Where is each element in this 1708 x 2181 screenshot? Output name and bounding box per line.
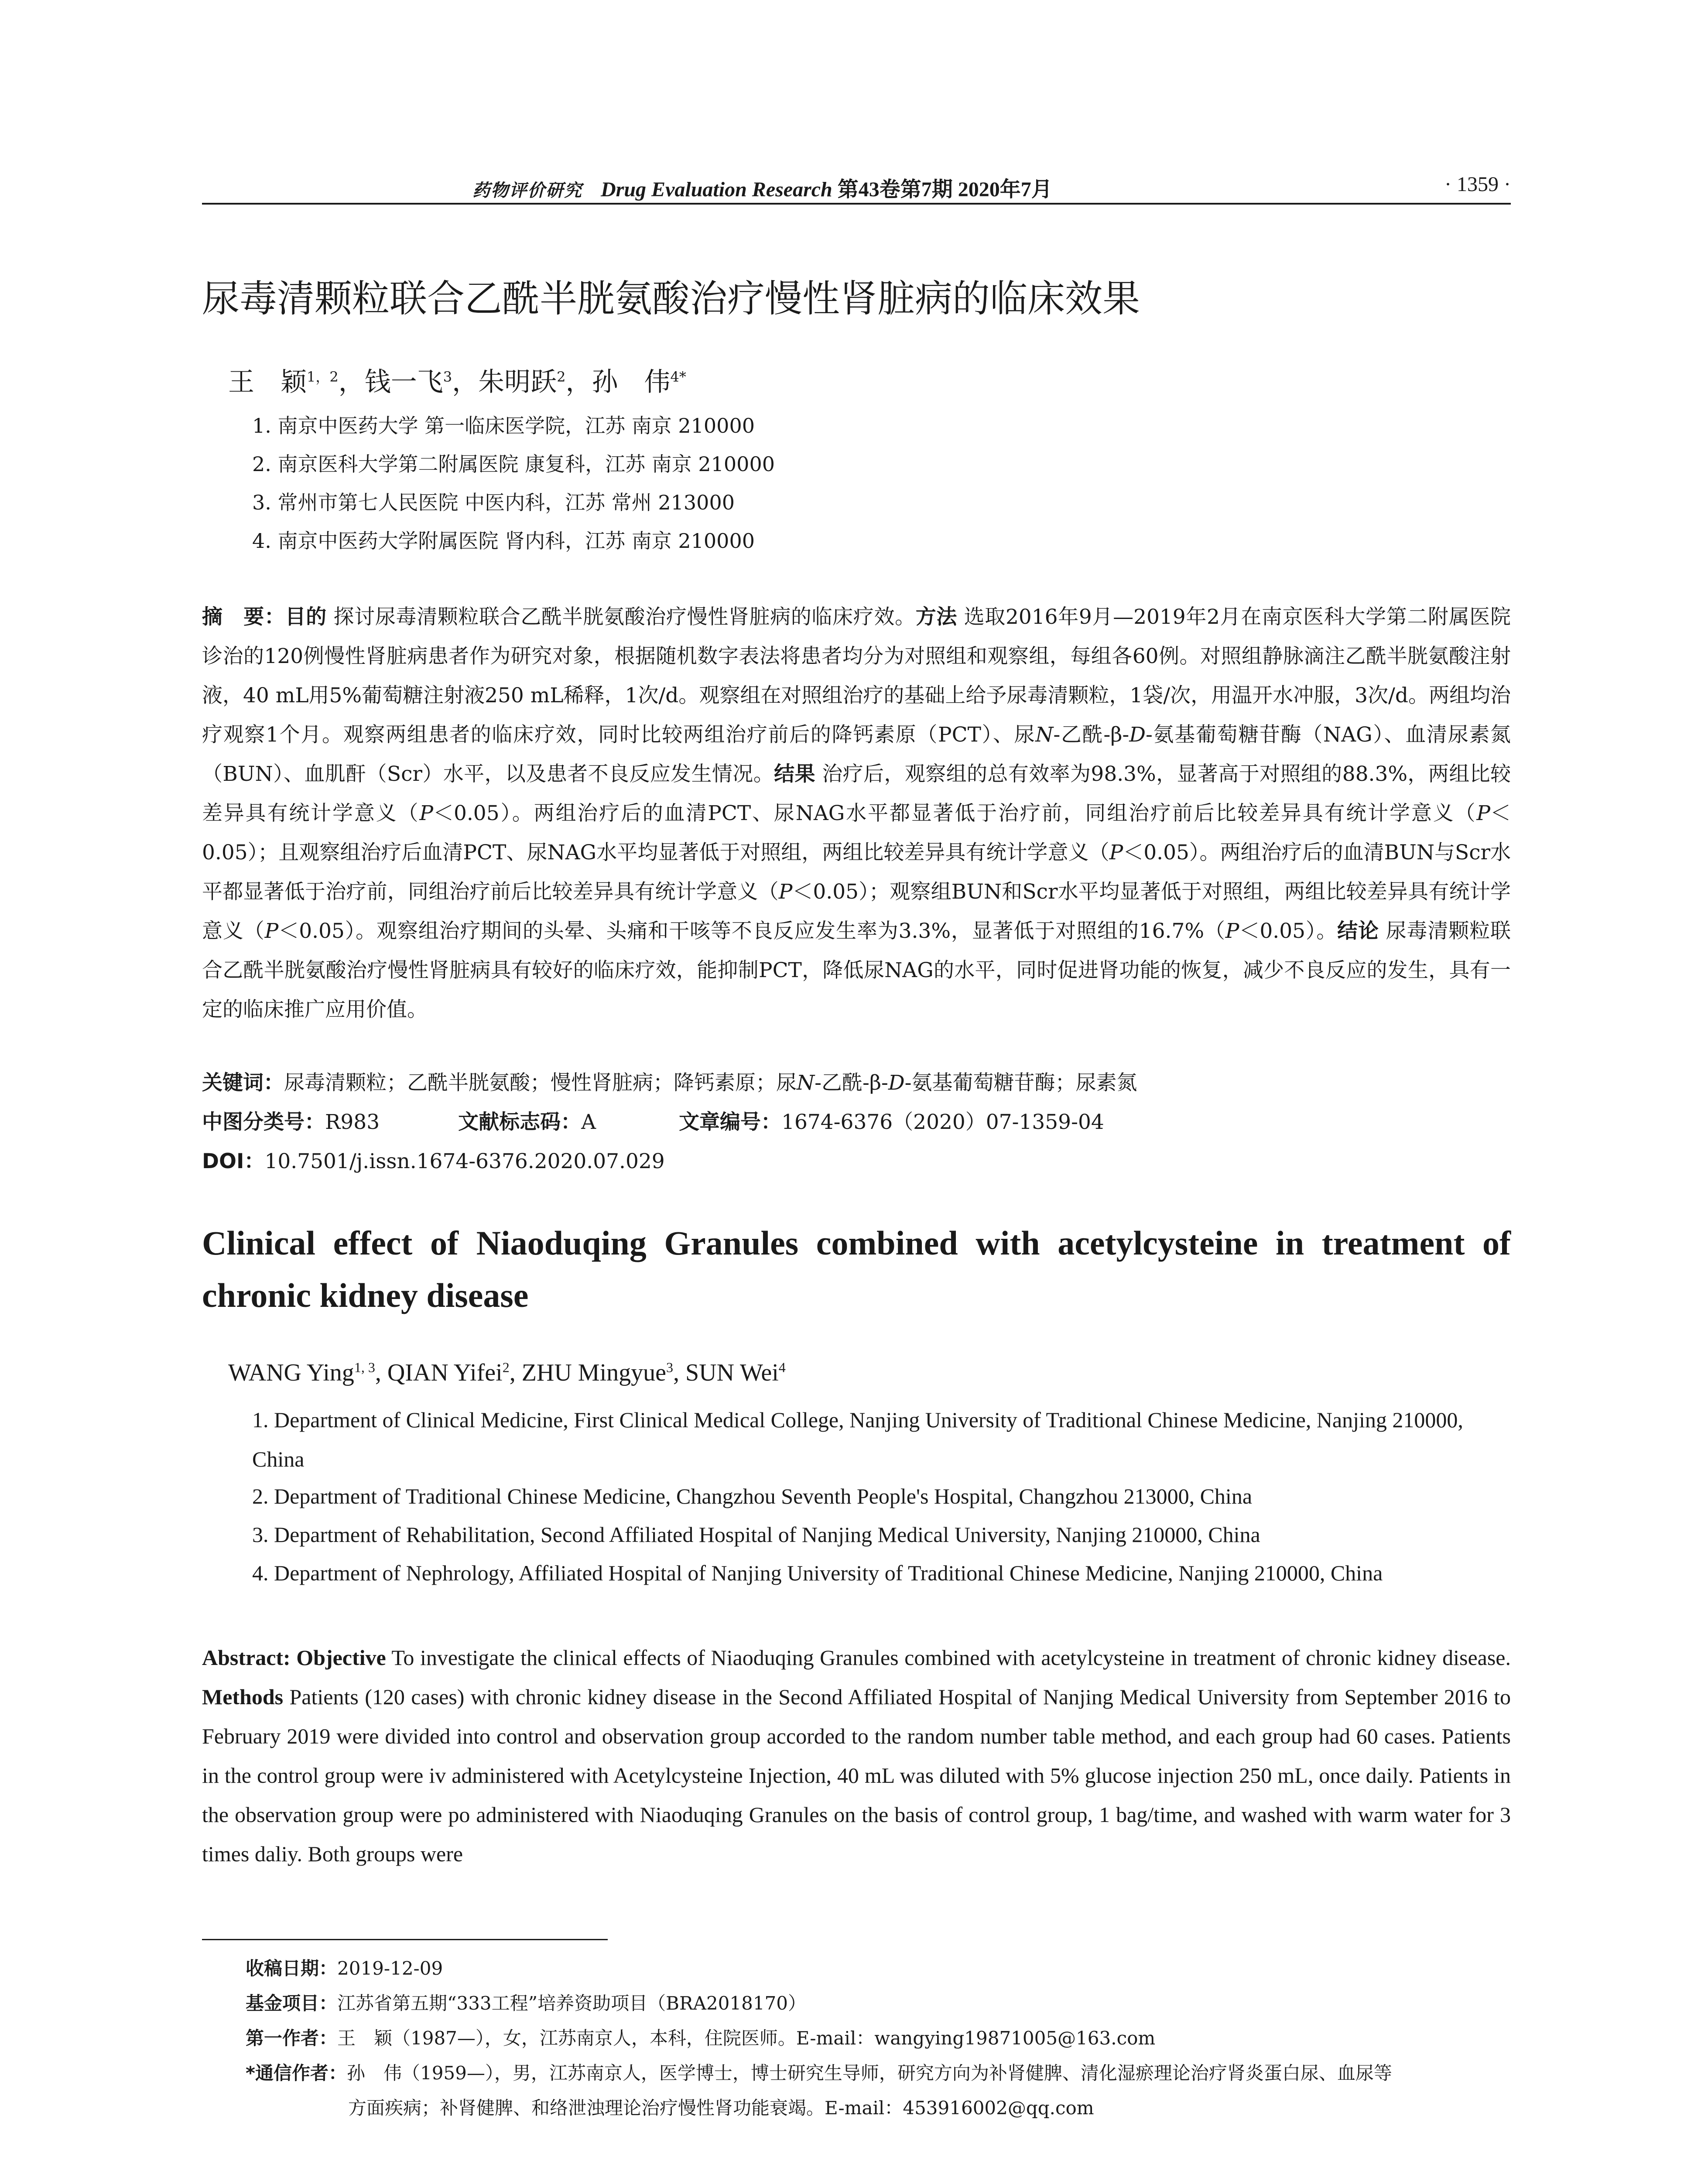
cn-author-sup: 1，2 — [307, 369, 339, 385]
doi-label: DOI： — [202, 1149, 265, 1173]
en-affiliation: 3. Department of Rehabilitation, Second Affiliated Hospital of Nanjing Medical University, Nanjing 210000, China — [252, 1522, 1260, 1547]
header-rule — [202, 203, 1511, 205]
journal-issue: 第43卷第7期 2020年7月 — [837, 178, 1052, 201]
cn-affiliation: 1. 南京中医药大学 第一临床医学院，江苏 南京 210000 — [252, 414, 755, 438]
keywords-label: 关键词： — [202, 1071, 284, 1095]
en-author-sup: 1, 3 — [354, 1359, 375, 1375]
en-author-sup: 2 — [502, 1359, 510, 1375]
en-author-name: WANG Ying — [228, 1359, 354, 1386]
first-author-label: 第一作者： — [246, 2027, 338, 2049]
running-header-center — [472, 172, 1052, 202]
en-abstract — [202, 1638, 1511, 1873]
cn-methods-label: 方法 — [915, 605, 958, 629]
en-affiliation: 2. Department of Traditional Chinese Medicine, Changzhou Seventh People's Hospital, Changzhou 213000, China — [252, 1484, 1253, 1508]
en-affiliation: 4. Department of Nephrology, Affiliated Hospital of Nanjing University of Traditional Chinese Medicine, Nanjing 210000, China — [252, 1561, 1383, 1585]
corresponding-label: *通信作者： — [246, 2062, 347, 2084]
cn-pvalue: ＜0.05） — [433, 801, 512, 825]
cn-results-text: ；观察组BUN和Scr水平均显著低于对照组，两组比较差异具有统计学意义（ — [202, 880, 1511, 943]
cn-classification-line — [202, 1106, 1104, 1135]
cn-conclusion-text: 尿毒清颗粒联合乙酰半胱氨酸治疗慢性肾脏病具有较好的临床疗效，能抑制PCT，降低尿NAG的水平，同时促进肾功能的恢复，减少不良反应的发生，具有一定的临床推广应用价值。 — [202, 919, 1511, 1022]
en-author-sup: 4 — [778, 1359, 786, 1375]
cn-author-name: 王 颖 — [228, 367, 307, 397]
en-title: Clinical effect of Niaoduqing Granules combined with acetylcysteine in treatment of chronic kidney disease — [202, 1224, 1511, 1314]
cn-abstract-label: 摘 要： — [202, 605, 285, 629]
en-author-sep: , — [375, 1359, 387, 1386]
clc-value: R983 — [325, 1110, 380, 1134]
footnote-fund — [246, 1989, 806, 2015]
cn-author-sep: ， — [565, 367, 592, 397]
cn-title: 尿毒清颗粒联合乙酰半胱氨酸治疗慢性肾脏病的临床效果 — [202, 277, 1140, 321]
cn-pvalue: ＜0.05） — [1123, 841, 1200, 865]
cn-author-name: 钱一飞 — [364, 367, 443, 397]
italic-p: P — [778, 880, 793, 904]
en-methods-label: Methods — [202, 1685, 284, 1709]
journal-name: Drug Evaluation Research — [601, 178, 832, 201]
footnote-corresponding — [246, 2059, 1392, 2085]
cn-author-sup: 2 — [557, 369, 566, 385]
cn-authors — [228, 361, 686, 399]
cn-author-name: 朱明跃 — [478, 367, 557, 397]
cn-results-text: 。观察组治疗期间的头晕、头痛和干咳等不良反应发生率为3.3%，显著低于对照组的16.7%（ — [356, 919, 1225, 943]
en-author-name: SUN Wei — [685, 1359, 779, 1386]
en-objective-label: Objective — [296, 1645, 386, 1670]
en-author-name: ZHU Mingyue — [521, 1359, 666, 1386]
cn-affiliation: 3. 常州市第七人民医院 中医内科，江苏 常州 213000 — [252, 491, 735, 514]
en-methods-text: Patients (120 cases) with chronic kidney disease in the Second Affiliated Hospital of Nanjing Medical University from September 2016 to February 2019 were divided into control and observation group accorded to the random number table method, and each group had 60 cases. Patients in the control group were iv administered with Acetylcysteine Injection, 40 mL was diluted with 5% glucose injection 250 mL, once daily. Patients in the observation group were po administered with Niaoduqing Granules on the basis of control group, 1 bag/time, and washed with warm water for 3 times daliy. Both groups were — [202, 1685, 1511, 1866]
italic-p: P — [1225, 919, 1239, 943]
italic-d: D — [888, 1071, 905, 1095]
cn-affiliation: 4. 南京中医药大学附属医院 肾内科，江苏 南京 210000 — [252, 529, 755, 553]
en-author-sup: 3 — [666, 1359, 673, 1375]
received-label: 收稿日期： — [246, 1958, 338, 1979]
cn-doi-line — [202, 1145, 665, 1174]
italic-p: P — [1109, 841, 1123, 865]
cn-results-text: 。两组治疗后的血清BUN与Scr水平都显著低于治疗前，同组治疗前后比较差异具有统计学意义（ — [202, 841, 1511, 904]
article-number-value: 1674-6376（2020）07-1359-04 — [781, 1110, 1104, 1134]
footnote-received — [246, 1954, 443, 1980]
cn-author-sup: 3 — [443, 369, 452, 385]
keywords-text: -乙酰-β- — [815, 1071, 888, 1095]
cn-pvalue: ＜0.05） — [792, 880, 869, 904]
corresponding-value: 孙 伟（1959—），男，江苏南京人，医学博士，博士研究生导师，研究方向为补肾健脾、清化湿瘀理论治疗肾炎蛋白尿、血尿等 — [346, 2062, 1392, 2084]
en-author-name: QIAN Yifei — [387, 1359, 503, 1386]
en-abstract-label: Abstract: — [202, 1645, 297, 1670]
italic-p: P — [264, 919, 279, 943]
footnote-corresponding-cont: 方面疾病；补肾健脾、和络泄浊理论治疗慢性肾功能衰竭。E-mail：453916002@qq.com — [348, 2097, 1094, 2119]
cn-abstract: 摘 要：目的 探讨尿毒清颗粒联合乙酰半胱氨酸治疗慢性肾脏病的临床疗效。方法 选取2016年9月—2019年2月在南京医科大学第二附属医院诊治的120例慢性肾脏病患者作为研究对象，根据随机数字表法将患者均分为对照组和观察组，每组各60例。对照组静脉滴注乙酰半胱氨酸注射液，40 mL用5%葡萄糖注射液250 mL稀释，1次/d。观察组在对照组治疗的基础上给予尿毒清颗粒，1袋/次，用温开水冲服，3次/d。两组均治疗观察1个月。观察两组患者的临床疗效，同时比较两组治疗前后的降钙素原（PCT）、尿N-乙酰-β-D-氨基葡萄糖苷酶（NAG）、血清尿素氮（BUN）、血肌酐（Scr）水平，以及患者不良反应发生情况。结果 治疗后，观察组的总有效率为98.3%，显著高于对照组的88.3%，两组比较差异具有统计学意义（P＜0.05）。两组治疗后的血清PCT、尿NAG水平都显著低于治疗前，同组治疗前后比较差异具有统计学意义（P＜0.05）；且观察组治疗后血清PCT、尿NAG水平均显著低于对照组，两组比较差异具有统计学意义（P＜0.05）。两组治疗后的血清BUN与Scr水平都显著低于治疗前，同组治疗前后比较差异具有统计学意义（P＜0.05）；观察组BUN和Scr水平均显著低于对照组，两组比较差异具有统计学意义（P＜0.05）。观察组治疗期间的头晕、头痛和干咳等不良反应发生率为3.3%，显著低于对照组的16.7%（P＜0.05）。结论 尿毒清颗粒联合乙酰半胱氨酸治疗慢性肾脏病具有较好的临床疗效，能抑制PCT，降低尿NAG的水平，同时促进肾功能的恢复，减少不良反应的发生，具有一定的临床推广应用价值。 — [202, 605, 1511, 1022]
cn-pvalue: ＜0.05） — [1239, 919, 1317, 943]
running-header — [202, 172, 1511, 203]
fund-label: 基金项目： — [246, 1993, 338, 2014]
keywords-text: 尿毒清颗粒；乙酰半胱氨酸；慢性肾脏病；降钙素原；尿 — [284, 1071, 797, 1095]
cn-pvalue: ＜0.05） — [278, 919, 356, 943]
cn-methods-text: -氨基葡萄糖苷酶（NAG）、血清尿素氮（BUN）、血肌酐（Scr）水平，以及患者不良反应发生情况。 — [202, 723, 1511, 786]
en-author-sep: , — [673, 1359, 685, 1386]
cn-author-sup: 4* — [670, 369, 686, 385]
cn-author-name: 孙 伟 — [592, 367, 671, 397]
fund-value: 江苏省第五期“333工程”培养资助项目（BRA2018170） — [337, 1993, 806, 2014]
footnote-rule — [202, 1939, 608, 1940]
cn-author-sep: ， — [338, 367, 365, 397]
en-affiliation: 1. Department of Clinical Medicine, First Clinical Medical College, Nanjing University of Traditional Chinese Medicine, Nanjing 210000, China — [252, 1408, 1463, 1471]
doc-code-value: A — [581, 1110, 596, 1134]
cn-keywords — [202, 1067, 1137, 1096]
cn-author-sep: ， — [452, 367, 479, 397]
clc-label: 中图分类号： — [202, 1110, 325, 1134]
keywords-text: -氨基葡萄糖苷酶；尿素氮 — [904, 1071, 1137, 1095]
italic-p: P — [419, 801, 433, 825]
en-authors — [228, 1359, 786, 1387]
cn-methods-text: 选取2016年9月—2019年2月在南京医科大学第二附属医院诊治的120例慢性肾脏病患者作为研究对象，根据随机数字表法将患者均分为对照组和观察组，每组各60例。对照组静脉滴注乙酰半胱氨酸注射液，40 mL用5%葡萄糖注射液250 mL稀释，1次/d。观察组在对照组治疗的基础上给予尿毒清颗粒，1袋/次，用温开水冲服，3次/d。两组均治疗观察1个月。观察两组患者的临床疗效，同时比较两组治疗前后的降钙素原（PCT）、尿 — [202, 605, 1511, 747]
italic-p: P — [1476, 801, 1491, 825]
cn-methods-text: -乙酰-β- — [1053, 723, 1130, 747]
article-number-label: 文章编号： — [679, 1110, 782, 1134]
cn-results-text: 。两组治疗后的血清PCT、尿NAG水平都显著低于治疗前，同组治疗前后比较差异具有统计学意义（ — [512, 801, 1477, 825]
doc-code-label: 文献标志码： — [458, 1110, 582, 1134]
italic-d: D — [1129, 723, 1146, 747]
cn-conclusion-label: 结论 — [1337, 919, 1379, 943]
cn-results-text: ；且观察组治疗后血清PCT、尿NAG水平均显著低于对照组，两组比较差异具有统计学意义（ — [258, 841, 1109, 865]
page-number: · 1359 · — [1444, 173, 1511, 196]
italic-n: N — [1035, 723, 1054, 747]
first-author-value: 王 颖（1987—），女，江苏南京人，本科，住院医师。E-mail：wangying19871005@163.com — [337, 2027, 1156, 2049]
cn-objective-text: 探讨尿毒清颗粒联合乙酰半胱氨酸治疗慢性肾脏病的临床疗效。 — [326, 605, 916, 629]
italic-n: N — [797, 1071, 815, 1095]
doi-value: 10.7501/j.issn.1674-6376.2020.07.029 — [264, 1149, 665, 1173]
cn-results-text: 治疗后，观察组的总有效率为98.3%，显著高于对照组的88.3%，两组比较差异具有统计学意义（ — [202, 762, 1511, 825]
en-objective-text: To investigate the clinical effects of Niaoduqing Granules combined with acetylcysteine in treatment of chronic kidney disease. — [386, 1645, 1511, 1670]
cn-affiliation: 2. 南京医科大学第二附属医院 康复科，江苏 南京 210000 — [252, 452, 775, 476]
cn-objective-label: 目的 — [285, 605, 327, 629]
cn-results-label: 结果 — [774, 762, 815, 786]
received-value: 2019-12-09 — [337, 1958, 443, 1979]
cn-pvalue: ＜0.05） — [202, 801, 1511, 865]
journal-logo: 药物评价研究 — [472, 181, 582, 200]
en-author-sep: , — [509, 1359, 522, 1386]
footnote-first-author — [246, 2024, 1155, 2050]
